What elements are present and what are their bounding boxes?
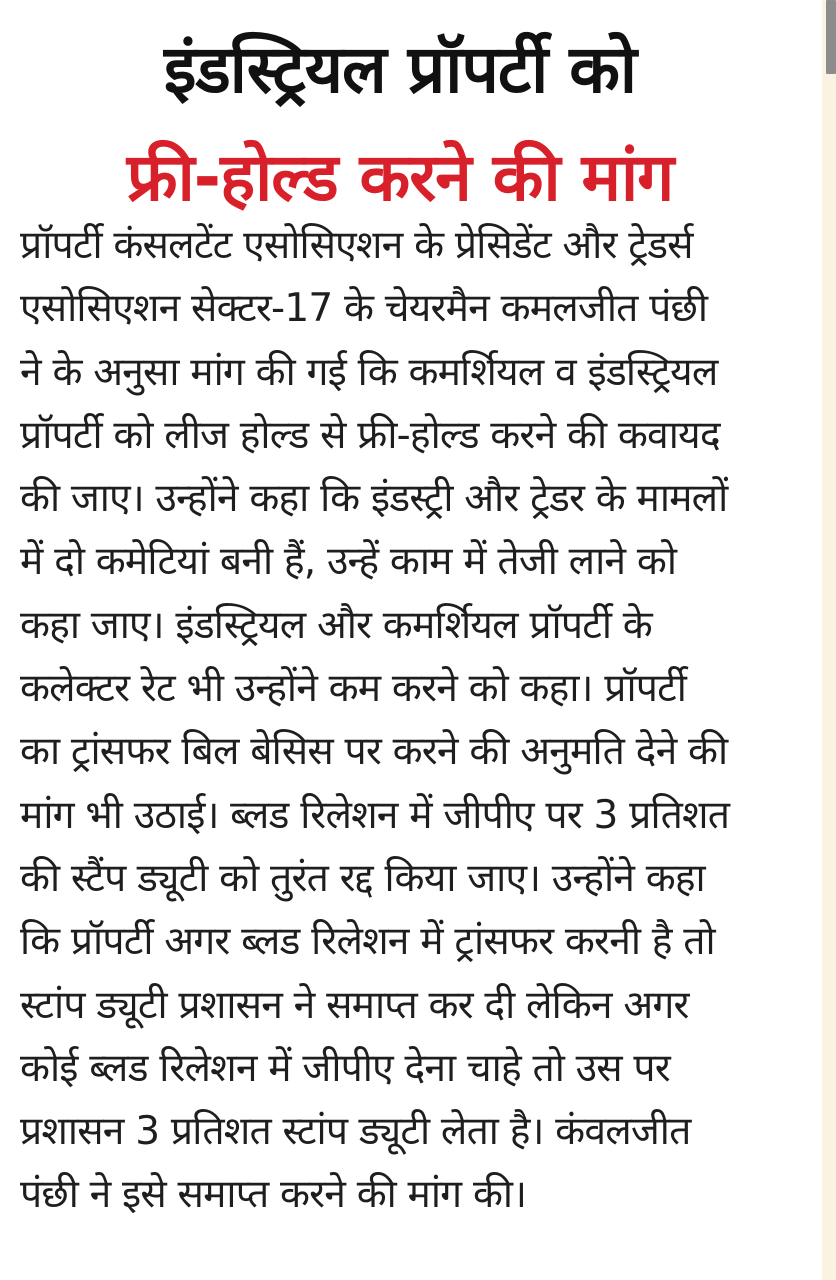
body-line: मांग भी उठाई। ब्लड रिलेशन में जीपीए पर 3 प्रतिशत xyxy=(20,792,730,838)
body-line: की जाए। उन्होंने कहा कि इंडस्ट्री और ट्रेडर के मामलों xyxy=(20,476,728,522)
body-line: कलेक्टर रेट भी उन्होंने कम करने को कहा। प्रॉपर्टी xyxy=(20,666,687,712)
headline-line-1: इंडस्ट्रियल प्रॉपर्टी को xyxy=(163,31,636,108)
body-line: पंछी ने इसे समाप्त करने की मांग की। xyxy=(20,1172,527,1218)
body-line: की स्टैंप ड्यूटी को तुरंत रद्द किया जाए। उन्होंने कहा xyxy=(20,855,705,901)
body-line: प्रॉपर्टी को लीज होल्ड से फ्री-होल्ड करने की कवायद xyxy=(20,412,720,458)
body-line: कहा जाए। इंडस्ट्रियल और कमर्शियल प्रॉपर्टी के xyxy=(20,602,652,648)
article-body xyxy=(20,214,810,1227)
body-line: कोई ब्लड रिलेशन में जीपीए देना चाहे तो उस पर xyxy=(20,1045,670,1091)
body-line: कि प्रॉपर्टी अगर ब्लड रिलेशन में ट्रांसफर करनी है तो xyxy=(20,919,715,965)
body-line: का ट्रांसफर बिल बेसिस पर करने की अनुमति देने की xyxy=(20,729,728,775)
body-line: में दो कमेटियां बनी हैं, उन्हें काम में तेजी लाने को xyxy=(20,539,677,585)
body-line: ने के अनुसा मांग की गई कि कमर्शियल व इंडस्ट्रियल xyxy=(20,349,718,395)
body-line: एसोसिएशन सेक्टर-17 के चेयरमैन कमलजीत पंछी xyxy=(20,286,708,332)
body-line: स्टांप ड्यूटी प्रशासन ने समाप्त कर दी लेकिन अगर xyxy=(20,982,689,1028)
scrollbar-track[interactable] xyxy=(822,0,836,1280)
body-line: प्रशासन 3 प्रतिशत स्टांप ड्यूटी लेता है। कंवलजीत xyxy=(20,1109,691,1155)
body-line: प्रॉपर्टी कंसलटेंट एसोसिएशन के प्रेसिडेंट और ट्रेडर्स xyxy=(20,223,693,268)
scrollbar-thumb[interactable] xyxy=(826,0,836,74)
headline-line-2: फ्री-होल्ड करने की मांग xyxy=(126,139,674,216)
